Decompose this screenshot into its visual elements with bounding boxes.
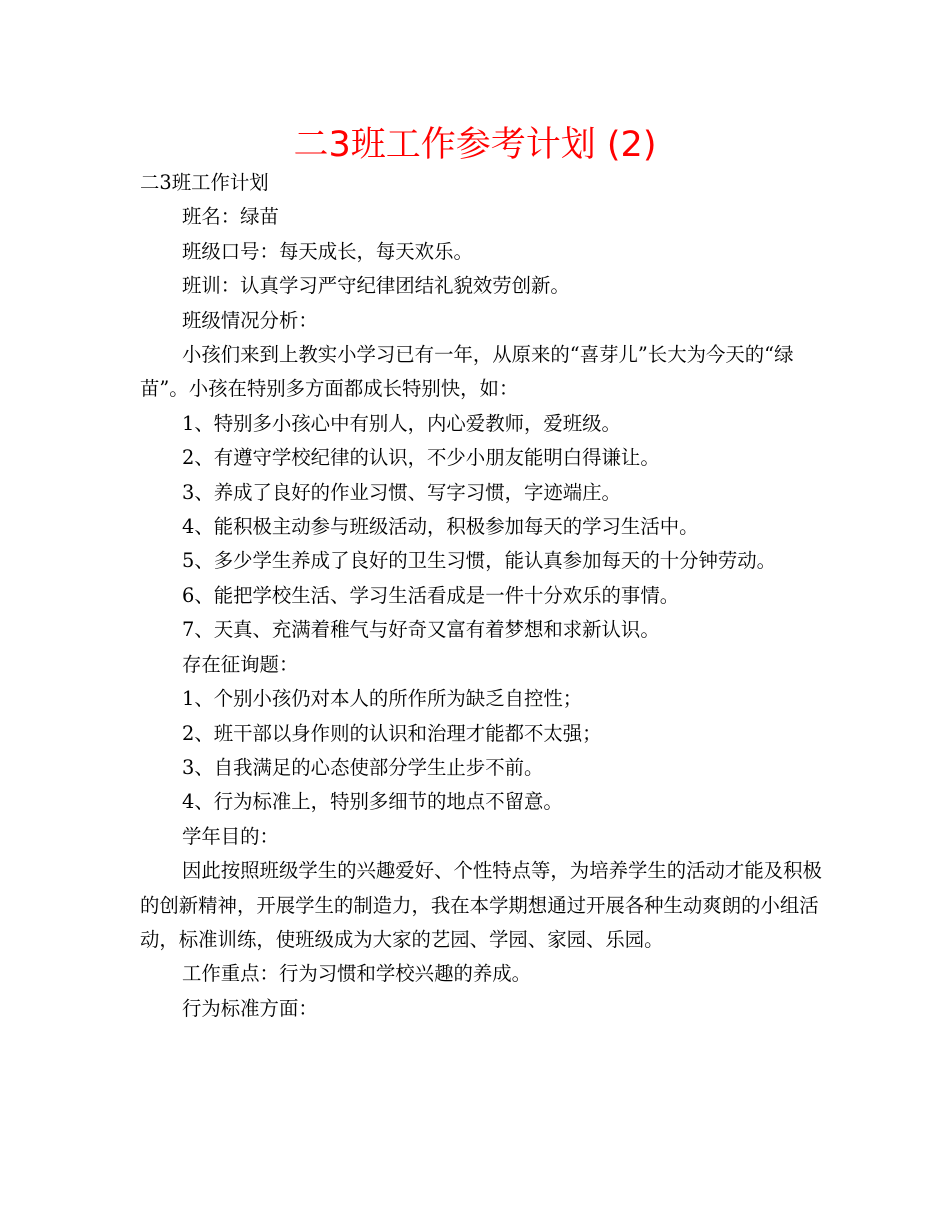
paragraph: 3、自我满足的心态使部分学生止步不前。 bbox=[182, 755, 544, 779]
document-body bbox=[140, 166, 830, 1026]
paragraph: 工作重点：行为习惯和学校兴趣的养成。 bbox=[182, 962, 532, 986]
paragraph: 4、行为标准上，特别多细节的地点不留意。 bbox=[182, 790, 563, 814]
paragraph: 二3班工作计划 bbox=[140, 171, 269, 194]
paragraph: 学年目的： bbox=[182, 824, 279, 848]
paragraph: 5、多少学生养成了良好的卫生习惯，能认真参加每天的十分钟劳动。 bbox=[182, 549, 777, 573]
paragraph: 2、班干部以身作则的认识和治理才能都不太强； bbox=[182, 721, 602, 745]
paragraph: 小孩们来到上教实小学习已有一年，从原来的“喜芽儿”长大为今天的“绿苗”。小孩在特别多方面都成长特别快，如： bbox=[140, 343, 794, 401]
paragraph: 班级口号：每天成长，每天欢乐。 bbox=[182, 239, 473, 263]
paragraph: 2、有遵守学校纪律的认识，不少小朋友能明白得谦让。 bbox=[182, 446, 660, 470]
paragraph: 7、天真、充满着稚气与好奇又富有着梦想和求新认识。 bbox=[182, 618, 660, 642]
document-title: 二3班工作参考计划 (2) bbox=[293, 125, 657, 165]
paragraph: 1、个别小孩仍对本人的所作所为缺乏自控性； bbox=[182, 687, 583, 711]
paragraph: 班训：认真学习严守纪律团结礼貌效劳创新。 bbox=[182, 274, 570, 298]
paragraph: 班名：绿苗 bbox=[182, 205, 279, 229]
paragraph: 存在征询题： bbox=[182, 652, 299, 676]
paragraph: 行为标准方面： bbox=[182, 996, 318, 1020]
paragraph: 4、能积极主动参与班级活动，积极参加每天的学习生活中。 bbox=[182, 515, 699, 539]
paragraph: 3、养成了良好的作业习惯、写字习惯，字迹端庄。 bbox=[182, 480, 621, 504]
paragraph: 因此按照班级学生的兴趣爱好、个性特点等，为培养学生的活动才能及积极的创新精神，开展学生的制造力，我在本学期想通过开展各种生动爽朗的小组活动，标准训练，使班级成为大家的艺园、学园、家园、乐园。 bbox=[140, 859, 822, 951]
paragraph: 6、能把学校生活、学习生活看成是一件十分欢乐的事情。 bbox=[182, 583, 680, 607]
paragraph: 1、特别多小孩心中有别人，内心爱教师，爱班级。 bbox=[182, 411, 621, 435]
paragraph: 班级情况分析： bbox=[182, 308, 318, 332]
